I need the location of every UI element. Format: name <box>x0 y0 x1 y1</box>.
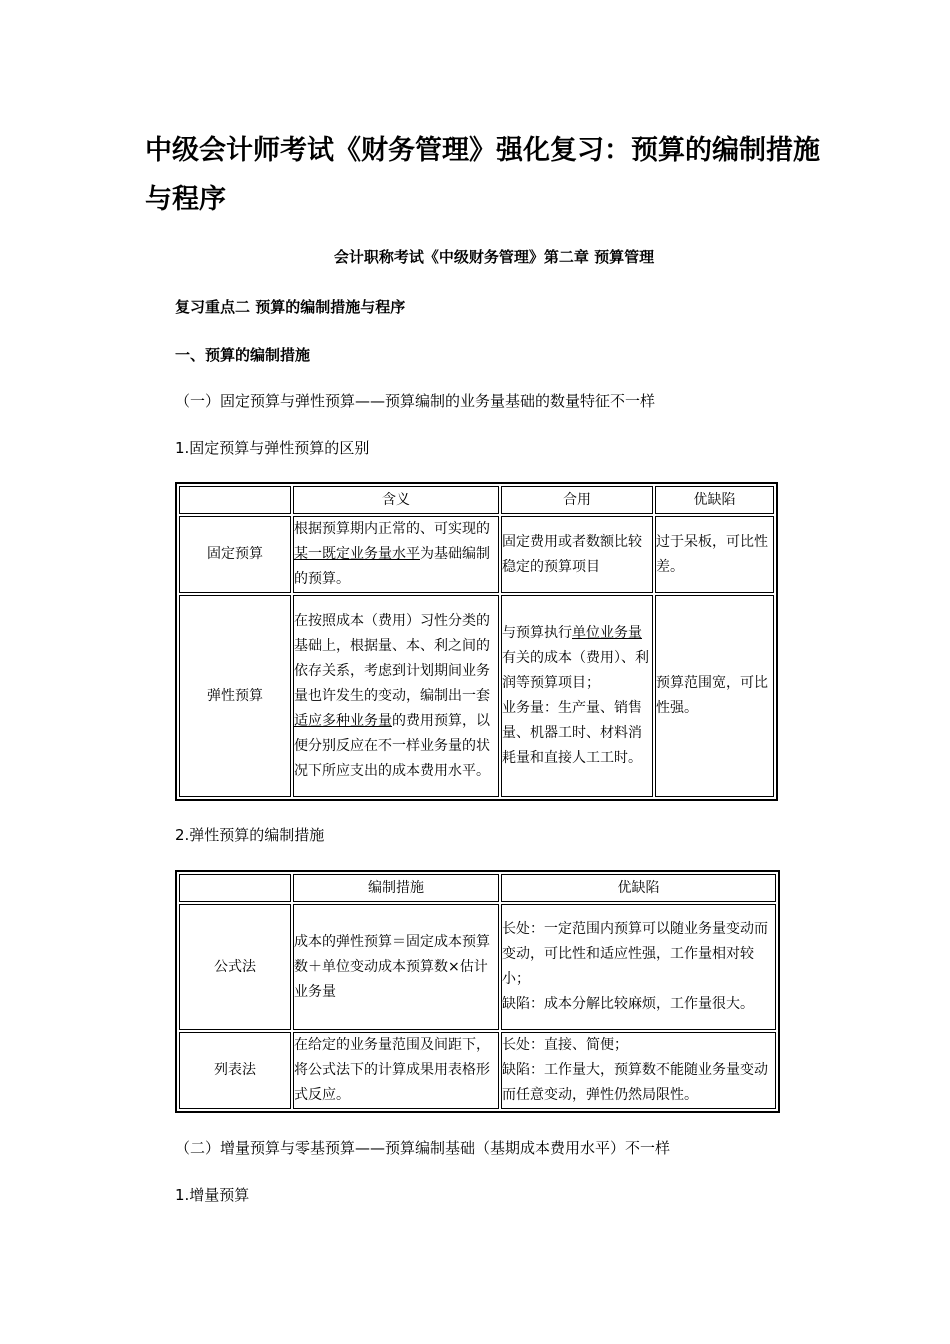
list-pros: 长处：直接、简便； <box>502 1037 628 1053</box>
item-incremental: 1.增量预算 <box>175 1186 250 1204</box>
formula-method: 成本的弹性预算＝固定成本预算数＋单位变动成本预算数×估计业务量 <box>293 904 499 1030</box>
item-flexible-methods: 2.弹性预算的编制措施 <box>175 826 325 844</box>
flexible-meaning-part1: 在按照成本（费用）习性分类的基础上，根据量、本、利之间的依存关系，考虑到计划期间业务量也许发生的变动，编制出一套 <box>294 612 490 704</box>
list-pros-cons <box>501 1032 776 1109</box>
fixed-pros-cons: 过于呆板，可比性差。 <box>655 516 774 593</box>
table-row <box>179 516 774 593</box>
flexible-meaning <box>293 595 499 797</box>
header-applicable: 合用 <box>501 486 653 514</box>
header-pros-cons: 优缺陷 <box>655 486 774 514</box>
table-row <box>179 904 776 1030</box>
formula-cons: 缺陷：成本分解比较麻烦，工作量很大。 <box>502 996 754 1012</box>
header-empty <box>179 486 291 514</box>
flexible-applicable-part3: 业务量：生产量、销售量、机器工时、材料消耗量和直接人工工时。 <box>502 700 642 766</box>
fixed-meaning-underlined: 某一既定业务量水平 <box>294 546 420 562</box>
document-title: 中级会计师考试《财务管理》强化复习：预算的编制措施与程序 <box>145 135 820 215</box>
item-difference: 1.固定预算与弹性预算的区别 <box>175 439 370 457</box>
row-name-fixed: 固定预算 <box>179 516 291 593</box>
flexible-applicable-part2: 有关的成本（费用）、利润等预算项目； <box>502 650 649 691</box>
chapter-subtitle: 会计职称考试《中级财务管理》第二章 预算管理 <box>333 248 655 266</box>
heading-budget-methods: 一、预算的编制措施 <box>175 346 311 364</box>
flexible-meaning-part2: 的费用预算，以便分别反应在不一样业务量的状况下所应支出的成本费用水平。 <box>294 712 490 779</box>
list-cons: 缺陷：工作量大，预算数不能随业务量变动而任意变动，弹性仍然局限性。 <box>502 1062 768 1103</box>
table-row <box>179 1032 776 1109</box>
header-method: 编制措施 <box>293 874 499 902</box>
flexible-meaning-underlined: 适应多种业务量 <box>294 712 392 729</box>
formula-pros: 长处：一定范围内预算可以随业务量变动而变动，可比性和适应性强，工作量相对较小； <box>502 921 768 987</box>
header-empty <box>179 874 291 902</box>
flexible-applicable-underlined: 单位业务量 <box>572 625 642 641</box>
header-pros-cons: 优缺陷 <box>501 874 776 902</box>
row-name-list: 列表法 <box>179 1032 291 1109</box>
fixed-meaning-part2: 为基础编制的预算。 <box>294 546 490 587</box>
list-method: 在给定的业务量范围及间距下，将公式法下的计算成果用表格形式反应。 <box>293 1032 499 1109</box>
section-heading: 复习重点二 预算的编制措施与程序 <box>175 298 406 316</box>
fixed-meaning <box>293 516 499 593</box>
flexible-applicable <box>501 595 653 797</box>
formula-pros-cons <box>501 904 776 1030</box>
flexible-applicable-part1: 与预算执行 <box>502 625 572 641</box>
comparison-table <box>175 482 778 801</box>
heading-fixed-vs-flexible: （一）固定预算与弹性预算——预算编制的业务量基础的数量特征不一样 <box>175 392 656 410</box>
fixed-meaning-part1: 根据预算期内正常的、可实现的 <box>294 521 490 537</box>
table-header-row <box>179 486 774 514</box>
row-name-flexible: 弹性预算 <box>179 595 291 797</box>
methods-table <box>175 870 780 1113</box>
fixed-applicable: 固定费用或者数额比较稳定的预算项目 <box>501 516 653 593</box>
heading-incremental-vs-zero: （二）增量预算与零基预算——预算编制基础（基期成本费用水平）不一样 <box>175 1139 671 1157</box>
row-name-formula: 公式法 <box>179 904 291 1030</box>
table-row <box>179 595 774 797</box>
header-meaning: 含义 <box>293 486 499 514</box>
table-header-row <box>179 874 776 902</box>
flexible-pros-cons: 预算范围宽，可比性强。 <box>655 595 774 797</box>
